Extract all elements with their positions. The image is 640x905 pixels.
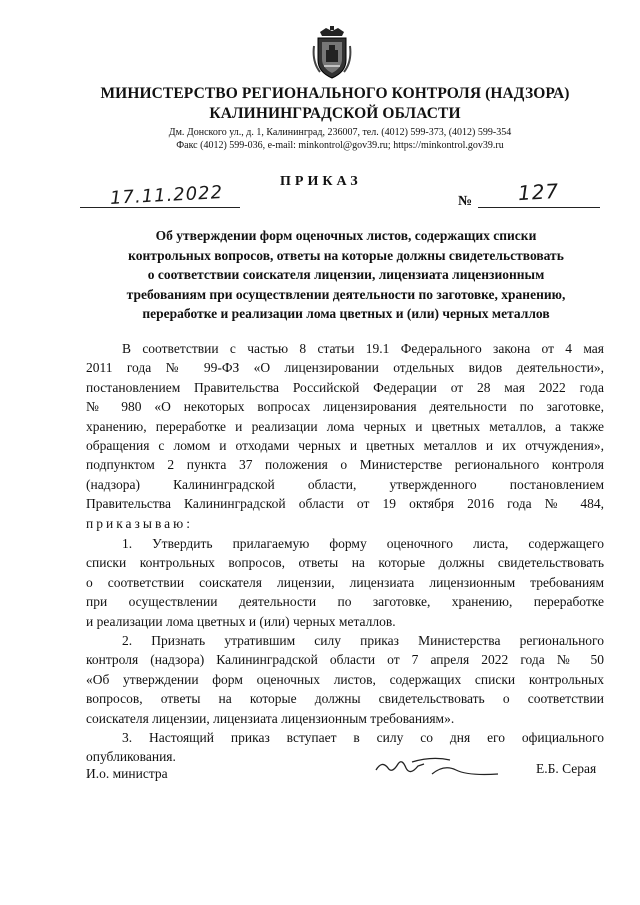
item-line: и реализации лома цветных и (или) черных металлов.	[86, 613, 396, 629]
order-date-underline	[80, 207, 240, 208]
order-subject-line: переработке и реализации лома цветных и (или) черных металлов	[142, 306, 550, 321]
item-line: о соответствии соискателя лицензии, лицензиата лицензионным требованиям	[86, 574, 604, 590]
coat-of-arms-icon	[312, 26, 352, 80]
item-line: 3. Настоящий приказ вступает в силу со дня его официального	[122, 730, 604, 745]
item-line: контроля (надзора) Калининградской области от 7 апреля 2022 года № 50	[86, 652, 604, 668]
order-number-handwritten: 127	[517, 178, 560, 206]
order-subject-line: требованиям при осуществлении деятельности по заготовке, хранению,	[126, 286, 566, 302]
handwritten-signature-icon	[372, 752, 502, 782]
preamble-line: подпунктом 2 пункта 37 положения о Министерстве регионального контроля	[86, 457, 604, 473]
item-line: списки контрольных вопросов, ответы на которые должны свидетельствовать	[86, 555, 604, 571]
item-line: 1. Утвердить прилагаемую форму оценочного листа, содержащего	[122, 536, 604, 551]
signatory-position: И.о. министра	[86, 766, 168, 781]
preamble-line: постановлением Правительства Российской Федерации от 28 мая 2022 года	[86, 379, 604, 395]
item-line: соискателя лицензии, лицензиата лицензионным требованиям».	[86, 710, 455, 726]
item-line: опубликования.	[86, 749, 176, 765]
order-number-label: №	[458, 194, 473, 209]
preamble-line: № 980 «О некоторых вопросах лицензирования деятельности по заготовке,	[86, 399, 604, 415]
order-item-2	[86, 631, 604, 728]
ministry-name-line1: МИНИСТЕРСТВО РЕГИОНАЛЬНОГО КОНТРОЛЯ (НАДЗОРА)	[100, 85, 570, 102]
order-preamble	[86, 339, 604, 533]
order-title: ПРИКАЗ	[280, 174, 362, 189]
contact-fax-email: Факс (4012) 599-036, e-mail: minkontrol@gov39.ru; https://minkontrol.gov39.ru	[176, 140, 504, 151]
preamble-line: Правительства Калининградской области от 19 октября 2016 года № 484,	[86, 496, 604, 512]
order-number-underline	[478, 207, 600, 208]
item-line: 2. Признать утратившим силу приказ Министерства регионального	[122, 633, 604, 648]
preamble-line: обращения с ломом и отходами черных и цветных металлов и их отчуждения»,	[86, 437, 604, 453]
item-line: «Об утверждении форм оценочных листов, содержащих списки контрольных	[86, 671, 604, 687]
item-line: вопросов, ответы на которые должны свидетельствовать о соответствии	[86, 691, 604, 707]
item-line: при осуществлении деятельности по заготовке, хранению, переработке	[86, 594, 604, 610]
preamble-line: хранению, переработке и реализации лома черных и цветных металлов, а также	[86, 418, 604, 434]
order-subject-line: Об утверждении форм оценочных листов, содержащих списки	[155, 228, 537, 243]
ministry-name-line2: КАЛИНИНГРАДСКОЙ ОБЛАСТИ	[209, 105, 461, 122]
order-item-3	[86, 728, 604, 767]
order-subject-line: контрольных вопросов, ответы на которые должны свидетельствовать	[128, 247, 564, 263]
preamble-line-decree: приказываю:	[86, 515, 193, 531]
signatory-name: Е.Б. Серая	[536, 761, 597, 776]
order-subject-line: о соответствии соискателя лицензии, лицензиата лицензионным	[147, 267, 545, 282]
preamble-line: (надзора) Калининградской области, утвержденного постановлением	[86, 476, 604, 492]
contact-address: Дм. Донского ул., д. 1, Калининград, 236007, тел. (4012) 599-373, (4012) 599-354	[168, 127, 512, 138]
order-date-handwritten: 17.11.2022	[109, 182, 224, 209]
order-item-1	[86, 534, 604, 631]
preamble-line: 2011 года № 99-ФЗ «О лицензировании отдельных видов деятельности»,	[86, 360, 604, 376]
preamble-line: В соответствии с частью 8 статьи 19.1 Федерального закона от 4 мая	[122, 341, 604, 356]
